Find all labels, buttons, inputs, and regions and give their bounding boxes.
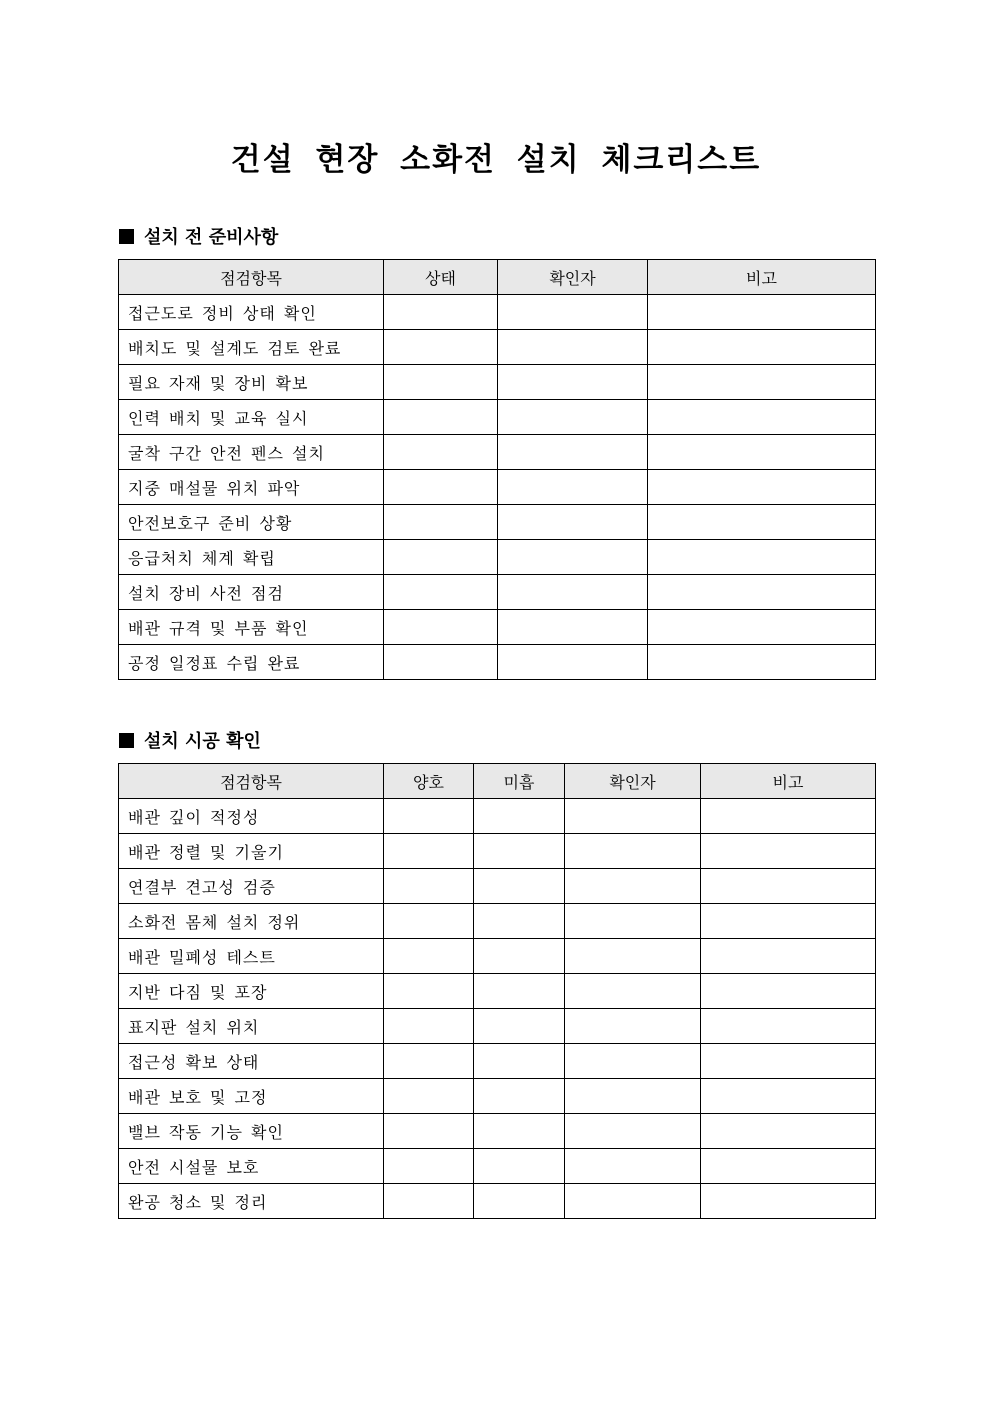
section-heading-construction: [119, 727, 261, 753]
section-heading-label: 설치 전 준비사항: [144, 227, 279, 248]
table-row: [119, 904, 876, 939]
cell-good[interactable]: [384, 1114, 474, 1149]
table-row: [119, 470, 876, 505]
cell-poor[interactable]: [474, 1149, 565, 1184]
checklist-item-label: 배치도 및 설계도 검토 완료: [119, 330, 384, 365]
column-header-status: 상태: [384, 260, 498, 295]
cell-status[interactable]: [384, 400, 498, 435]
table-row: [119, 834, 876, 869]
section-heading-label: 설치 시공 확인: [144, 731, 261, 752]
cell-remarks[interactable]: [648, 400, 876, 435]
cell-poor[interactable]: [474, 1114, 565, 1149]
cell-checker[interactable]: [498, 575, 648, 610]
cell-checker[interactable]: [498, 330, 648, 365]
table-row: [119, 295, 876, 330]
checklist-item-label: 접근도로 정비 상태 확인: [119, 295, 384, 330]
cell-good[interactable]: [384, 799, 474, 834]
checklist-item-label: 표지판 설치 위치: [119, 1009, 384, 1044]
cell-poor[interactable]: [474, 939, 565, 974]
cell-good[interactable]: [384, 974, 474, 1009]
cell-status[interactable]: [384, 540, 498, 575]
cell-checker[interactable]: [565, 1009, 701, 1044]
cell-checker[interactable]: [498, 400, 648, 435]
table-row: [119, 939, 876, 974]
cell-good[interactable]: [384, 1149, 474, 1184]
checklist-item-label: 굴착 구간 안전 펜스 설치: [119, 435, 384, 470]
table-row: [119, 1149, 876, 1184]
cell-checker[interactable]: [498, 365, 648, 400]
cell-remarks[interactable]: [701, 834, 876, 869]
cell-poor[interactable]: [474, 799, 565, 834]
checklist-item-label: 배관 밀폐성 테스트: [119, 939, 384, 974]
cell-checker[interactable]: [565, 869, 701, 904]
checklist-item-label: 배관 정렬 및 기울기: [119, 834, 384, 869]
checklist-item-label: 응급처치 체계 확립: [119, 540, 384, 575]
cell-status[interactable]: [384, 470, 498, 505]
cell-poor[interactable]: [474, 1184, 565, 1219]
section-heading-preparation: [119, 223, 278, 249]
column-header-item: 점검항목: [119, 764, 384, 799]
table-row: [119, 974, 876, 1009]
cell-poor[interactable]: [474, 1009, 565, 1044]
cell-checker[interactable]: [565, 1079, 701, 1114]
table-header-row: [119, 764, 876, 799]
cell-status[interactable]: [384, 295, 498, 330]
cell-remarks[interactable]: [648, 295, 876, 330]
checklist-item-label: 지중 매설물 위치 파악: [119, 470, 384, 505]
table-row: [119, 1044, 876, 1079]
checklist-item-label: 설치 장비 사전 점검: [119, 575, 384, 610]
cell-remarks[interactable]: [701, 1044, 876, 1079]
cell-remarks[interactable]: [648, 505, 876, 540]
checklist-item-label: 배관 깊이 적정성: [119, 799, 384, 834]
cell-checker[interactable]: [565, 939, 701, 974]
column-header-item: 점검항목: [119, 260, 384, 295]
checklist-item-label: 배관 보호 및 고정: [119, 1079, 384, 1114]
checklist-item-label: 배관 규격 및 부품 확인: [119, 610, 384, 645]
table-row: [119, 1009, 876, 1044]
cell-status[interactable]: [384, 330, 498, 365]
table-row: [119, 505, 876, 540]
cell-remarks[interactable]: [648, 365, 876, 400]
cell-checker[interactable]: [565, 834, 701, 869]
cell-checker[interactable]: [498, 540, 648, 575]
checklist-item-label: 소화전 몸체 설치 정위: [119, 904, 384, 939]
table-row: [119, 575, 876, 610]
cell-good[interactable]: [384, 904, 474, 939]
table-row: [119, 1079, 876, 1114]
table-header-row: [119, 260, 876, 295]
page-title: 건설 현장 소화전 설치 체크리스트: [230, 142, 762, 178]
cell-remarks[interactable]: [648, 610, 876, 645]
cell-remarks[interactable]: [648, 470, 876, 505]
cell-checker[interactable]: [565, 1149, 701, 1184]
cell-checker[interactable]: [498, 295, 648, 330]
table-row: [119, 645, 876, 680]
table-row: [119, 1184, 876, 1219]
cell-checker[interactable]: [565, 904, 701, 939]
checklist-item-label: 연결부 견고성 검증: [119, 869, 384, 904]
cell-remarks[interactable]: [701, 1009, 876, 1044]
cell-poor[interactable]: [474, 869, 565, 904]
cell-poor[interactable]: [474, 834, 565, 869]
table-row: [119, 610, 876, 645]
cell-checker[interactable]: [498, 470, 648, 505]
cell-status[interactable]: [384, 435, 498, 470]
column-header-remarks: 비고: [648, 260, 876, 295]
checklist-item-label: 안전 시설물 보호: [119, 1149, 384, 1184]
cell-checker[interactable]: [565, 1114, 701, 1149]
cell-poor[interactable]: [474, 1044, 565, 1079]
checklist-item-label: 지반 다짐 및 포장: [119, 974, 384, 1009]
cell-checker[interactable]: [498, 505, 648, 540]
cell-poor[interactable]: [474, 974, 565, 1009]
cell-remarks[interactable]: [648, 330, 876, 365]
cell-good[interactable]: [384, 1184, 474, 1219]
column-header-remarks: 비고: [701, 764, 876, 799]
column-header-poor: 미흡: [474, 764, 565, 799]
table-row: [119, 435, 876, 470]
checklist-item-label: 인력 배치 및 교육 실시: [119, 400, 384, 435]
cell-good[interactable]: [384, 1009, 474, 1044]
cell-poor[interactable]: [474, 904, 565, 939]
checklist-item-label: 공정 일정표 수립 완료: [119, 645, 384, 680]
cell-remarks[interactable]: [701, 1079, 876, 1114]
checklist-item-label: 밸브 작동 기능 확인: [119, 1114, 384, 1149]
cell-remarks[interactable]: [648, 435, 876, 470]
cell-poor[interactable]: [474, 1079, 565, 1114]
cell-status[interactable]: [384, 505, 498, 540]
cell-remarks[interactable]: [648, 540, 876, 575]
square-bullet-icon: [119, 229, 134, 244]
cell-remarks[interactable]: [701, 1114, 876, 1149]
table-row: [119, 400, 876, 435]
checklist-item-label: 접근성 확보 상태: [119, 1044, 384, 1079]
cell-status[interactable]: [384, 365, 498, 400]
checklist-item-label: 완공 청소 및 정리: [119, 1184, 384, 1219]
table-row: [119, 1114, 876, 1149]
table-row: [119, 869, 876, 904]
cell-checker[interactable]: [565, 799, 701, 834]
cell-status[interactable]: [384, 575, 498, 610]
table-row: [119, 799, 876, 834]
cell-good[interactable]: [384, 869, 474, 904]
cell-checker[interactable]: [498, 610, 648, 645]
cell-checker[interactable]: [565, 1044, 701, 1079]
cell-good[interactable]: [384, 939, 474, 974]
cell-remarks[interactable]: [701, 939, 876, 974]
cell-remarks[interactable]: [648, 575, 876, 610]
cell-remarks[interactable]: [701, 1149, 876, 1184]
cell-remarks[interactable]: [701, 1184, 876, 1219]
cell-checker[interactable]: [498, 435, 648, 470]
cell-status[interactable]: [384, 645, 498, 680]
cell-remarks[interactable]: [701, 974, 876, 1009]
square-bullet-icon: [119, 733, 134, 748]
cell-status[interactable]: [384, 610, 498, 645]
table-row: [119, 540, 876, 575]
cell-remarks[interactable]: [701, 799, 876, 834]
cell-good[interactable]: [384, 834, 474, 869]
cell-remarks[interactable]: [648, 645, 876, 680]
column-header-checker: 확인자: [498, 260, 648, 295]
table-row: [119, 330, 876, 365]
column-header-checker: 확인자: [565, 764, 701, 799]
cell-remarks[interactable]: [701, 869, 876, 904]
preparation-checklist-table: [118, 259, 876, 680]
checklist-item-label: 필요 자재 및 장비 확보: [119, 365, 384, 400]
table-row: [119, 365, 876, 400]
construction-checklist-table: [118, 763, 876, 1219]
cell-remarks[interactable]: [701, 904, 876, 939]
cell-checker[interactable]: [498, 645, 648, 680]
cell-good[interactable]: [384, 1044, 474, 1079]
column-header-good: 양호: [384, 764, 474, 799]
checklist-item-label: 안전보호구 준비 상황: [119, 505, 384, 540]
cell-checker[interactable]: [565, 974, 701, 1009]
cell-checker[interactable]: [565, 1184, 701, 1219]
cell-good[interactable]: [384, 1079, 474, 1114]
